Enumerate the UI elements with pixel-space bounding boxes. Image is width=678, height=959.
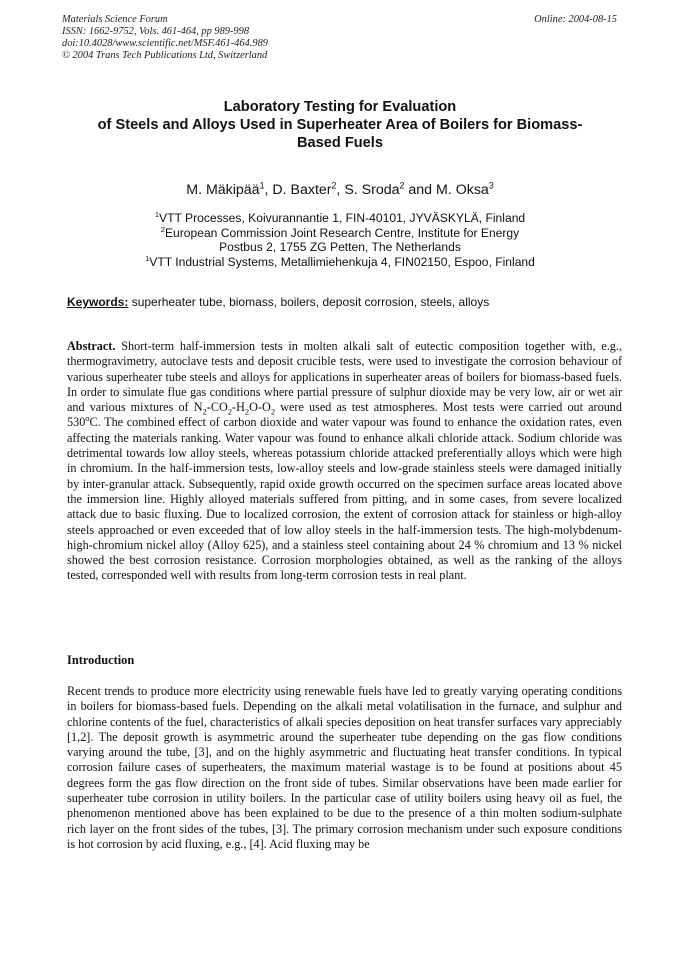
affiliation-text: VTT Industrial Systems, Metallimiehenkuja 4, FIN02150, Espoo, Finland — [149, 254, 535, 269]
subscript: 2 — [227, 406, 233, 417]
keywords — [67, 295, 627, 309]
subscript: 2 — [244, 406, 250, 417]
publication-header — [62, 14, 617, 62]
author-name: D. Baxter — [272, 182, 332, 198]
author-affiliation-mark: 3 — [488, 180, 494, 191]
affiliation-mark: 1 — [145, 253, 150, 263]
affiliation-3 — [40, 255, 640, 270]
introduction-paragraph: Recent trends to produce more electricity using renewable fuels have led to greatly varying operating conditions in boilers for biomass-based fuels. Depending on the alkali metal volatilisation in the furnace, and sulphur and chlorine contents of the fuel, characteristics of alkali species deposition on heat transfer surfaces vary appreciably [1,2]. The deposit growth is asymmetric around the superheater tube depending on the gas flow conditions varying around the tube, [3], and on the highly asymmetric and fluctuating heat transfer conditions. In typical corrosion failure cases of superheaters, the maximum material wastage is to be found at positions about 45 degrees form the gas flow direction on the front side of tubes. Similar observations have been made earlier for superheater tube corrosion in utility boilers. In the particular case of utility boilers using heavy oil as fuel, the phenomenon mentioned above has been explained to be due to the presence of a thin molten sodium-sulphate rich layer on the front sides of the tubes, [3]. The primary corrosion mechanism under such exposure conditions is hot corrosion by acid fluxing, e.g., [4]. Acid fluxing may be — [67, 684, 622, 851]
author-separator: , — [264, 182, 273, 198]
paper-title — [40, 98, 640, 152]
abstract-text: were used as test atmospheres. Most tests were carried out around 530 — [67, 400, 622, 430]
affiliation-2 — [40, 226, 640, 241]
abstract-text: O-O — [249, 400, 271, 415]
title-line-1: Laboratory Testing for Evaluation — [223, 99, 457, 115]
subscript: 2 — [202, 406, 207, 417]
keywords-text: superheater tube, biomass, boilers, deposit corrosion, steels, alloys — [128, 295, 490, 309]
author-affiliation-mark: 2 — [399, 180, 405, 191]
abstract — [67, 339, 622, 584]
author-affiliation-mark: 2 — [331, 180, 337, 191]
author-separator: and — [404, 182, 436, 198]
title-line-3: Based Fuels — [297, 135, 383, 151]
section-heading-introduction: Introduction — [67, 653, 135, 667]
title-line-2: of Steels and Alloys Used in Superheater Area of Boilers for Biomass- — [97, 117, 583, 133]
author-name: M. Mäkipää — [186, 182, 260, 198]
online-date: Online: 2004-08-15 — [534, 14, 617, 25]
affiliation-mark: 1 — [154, 209, 160, 219]
author-separator: , — [336, 182, 345, 198]
journal-name: Materials Science Forum — [62, 14, 168, 25]
abstract-text: Short-term half-immersion tests in molten alkali salt of eutectic composition together with, e.g., thermogravimetry, autoclave tests and deposit crucible tests, were used to investigate the corrosion behaviour of various superheater tube steels and alloys for applications in superheater areas of boilers for biomass-based fuels. In order to simulate flue gas conditions where partial pressure of sulphur dioxide may be very low, air or wet air and various mixtures of N — [67, 339, 622, 415]
author-name: M. Oksa — [436, 182, 489, 198]
author-list — [40, 181, 640, 199]
affiliation-text: European Commission Joint Research Centre, Institute for Energy — [164, 225, 520, 240]
abstract-text: -CO — [206, 400, 228, 415]
abstract-text: C. The combined effect of carbon dioxide and water vapour was found to enhance the oxidation rates, even affecting the materials ranking. Water vapour was found to enhance alkali chloride attack. Sodium chloride was detrimental towards low alloy steels, whereas potassium chloride attacked preferentially alloys which were high in chromium. In the half-immersion tests, low-alloy steels and low-grade stainless steels were damaged initially by inter-granular attack. Subsequently, rapid oxide growth occurred on the specimen surface areas located above the immersion line. Highly alloyed materials suffered from pitting, and in some cases, from severe localized attack due to basic fluxing. Due to localized corrosion, the extent of corrosion attack for stainless or high-alloy steels approached or even exceeded that of low alloy steels in the half-immersion tests. The high-molybdenum-high-chromium nickel alloy (Alloy 625), and a stainless steel containing about 24 % chromium and 13 % nickel showed the best corrosion resistance. Corrosion morphologies obtained, as well as the ranking of the alloys tested, corresponded well with results from long-term corrosion tests in real plant. — [67, 415, 622, 583]
doi-line: doi:10.4028/www.scientific.net/MSF.461-464.989 — [62, 38, 268, 49]
degree-mark: o — [85, 413, 90, 424]
affiliation-1 — [40, 211, 640, 226]
author-name: S. Sroda — [344, 182, 400, 198]
issn-line: ISSN: 1662-9752, Vols. 461-464, pp 989-998 — [62, 26, 250, 37]
abstract-label: Abstract. — [67, 339, 116, 353]
affiliation-text: VTT Processes, Koivurannantie 1, FIN-40101, JYVÄSKYLÄ, Finland — [159, 211, 526, 225]
affiliation-mark: 2 — [160, 224, 165, 234]
author-affiliation-mark: 1 — [259, 180, 265, 191]
affiliations — [40, 211, 640, 269]
abstract-text: -H — [232, 400, 245, 415]
subscript: 2 — [270, 406, 276, 417]
affiliation-2-address: Postbus 2, 1755 ZG Petten, The Netherlands — [219, 240, 461, 255]
keywords-label: Keywords: — [67, 295, 129, 309]
copyright-line: © 2004 Trans Tech Publications Ltd, Switzerland — [62, 50, 268, 61]
